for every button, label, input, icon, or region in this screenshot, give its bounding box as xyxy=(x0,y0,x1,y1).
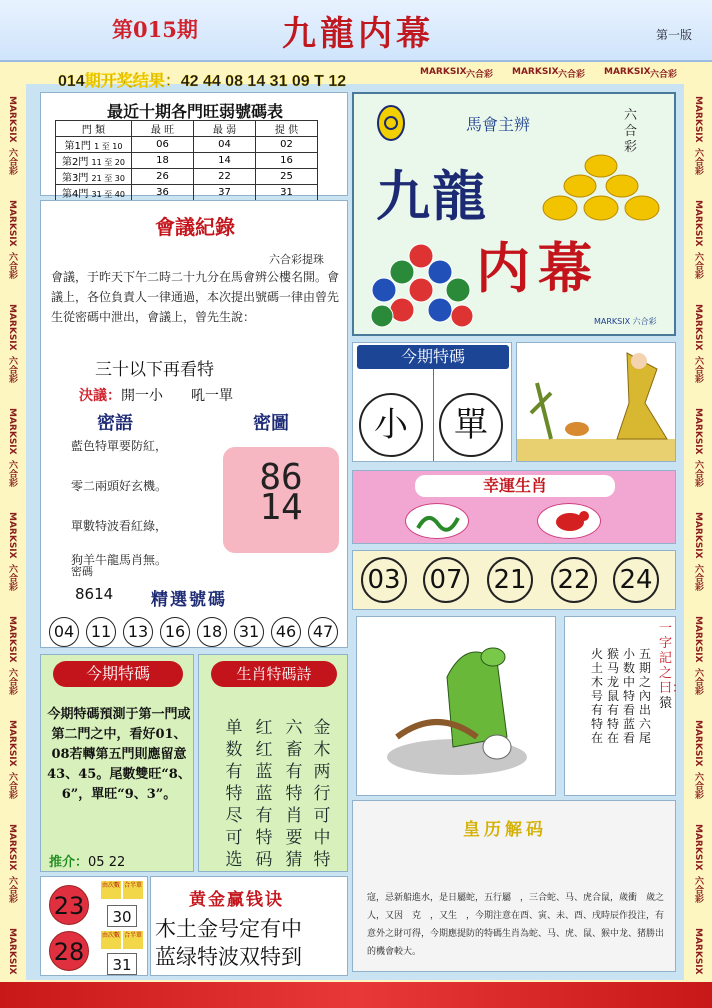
border-text: MARKSIX xyxy=(7,96,17,143)
table-cell: 25 xyxy=(256,169,318,185)
tag-label: 合半單 xyxy=(123,881,143,899)
picks-panel xyxy=(352,550,676,610)
number-ball: 47 xyxy=(308,617,338,647)
frog-scene-image xyxy=(357,617,555,795)
almanac-panel xyxy=(352,800,676,972)
recommendation-label: 推介： xyxy=(49,855,89,870)
border-text: MARKSIX xyxy=(693,720,703,767)
meeting-record-panel xyxy=(40,200,348,648)
border-text: MARKSIX xyxy=(7,512,17,559)
special-code-title: 今期特碼 xyxy=(357,345,509,369)
border-text: MARKSIX xyxy=(693,96,703,143)
hosted-by-label: 馬會主辨 xyxy=(466,115,531,134)
table-header-row xyxy=(56,121,318,137)
table-cell: 第1門 1 至 10 xyxy=(56,137,132,153)
border-text: 六合彩 xyxy=(466,70,494,80)
red-number-ball: 23 xyxy=(49,885,89,925)
snake-zodiac xyxy=(405,503,469,539)
golden-tips-panel xyxy=(150,876,348,976)
number-ball: 16 xyxy=(160,617,190,647)
border-text: 六合彩 xyxy=(7,564,17,591)
clue-column: 猴马龙鼠有特在 xyxy=(607,647,620,745)
monkey-icon xyxy=(538,504,602,540)
border-text: MARKSIX xyxy=(7,824,17,871)
clue-column: 五期之內出六尾 xyxy=(639,647,652,745)
number-ball: 04 xyxy=(49,617,79,647)
divider xyxy=(433,369,434,461)
border-text: MARKSIX xyxy=(693,512,703,559)
col-header: 最 旺 xyxy=(132,121,194,137)
special-prediction-panel xyxy=(40,654,194,872)
border-text: 六合彩 xyxy=(693,460,703,487)
recommendation-value: 05 22 xyxy=(88,855,126,870)
border-text: MARKSIX xyxy=(7,304,17,351)
table-cell: 31 xyxy=(256,185,318,201)
header-bar xyxy=(0,0,712,62)
lucky-zodiac-title: 幸運生肖 xyxy=(415,475,615,497)
top-border-pattern xyxy=(420,66,690,80)
table-cell: 06 xyxy=(132,137,194,153)
table-cell: 第4門 31 至 40 xyxy=(56,185,132,201)
border-text: 六合彩 xyxy=(650,70,678,80)
table-cell: 16 xyxy=(256,153,318,169)
table-cell: 37 xyxy=(194,185,256,201)
border-text: MARKSIX xyxy=(693,408,703,455)
border-text: 六合彩 xyxy=(7,356,17,383)
border-text: 六合彩 xyxy=(693,668,703,695)
gold-ingots-icon xyxy=(540,152,662,232)
col-header: 提 供 xyxy=(256,121,318,137)
special-prediction-body: 今期特碼預測于第一門或第二門之中，看好01、08若轉第五門則應留意43、45。尾數雙旺“8、6”，單旺“9、3”。 xyxy=(47,707,191,802)
bottom-band xyxy=(0,982,712,1008)
table-cell: 第2門 11 至 20 xyxy=(56,153,132,169)
recommendation xyxy=(49,851,125,870)
border-text: 六合彩 xyxy=(693,876,703,903)
table-cell: 36 xyxy=(132,185,194,201)
golden-tip-line: 木土金号定有中 xyxy=(155,917,302,941)
border-text: MARKSIX xyxy=(512,67,559,77)
brand-logo-panel xyxy=(352,92,676,336)
word-clue-answer: 猿 xyxy=(659,696,673,711)
clue-column: 小数中特看蓝看 xyxy=(623,647,636,745)
pick-ball: 21 xyxy=(487,557,533,603)
monkey-zodiac xyxy=(537,503,601,539)
brand-title: 九龍内幕 xyxy=(282,14,434,54)
border-text: 六合彩 xyxy=(7,460,17,487)
border-text: 六合彩 xyxy=(7,668,17,695)
special-prediction-title: 今期特碼 xyxy=(53,661,183,687)
meeting-title: 會議紀錄 xyxy=(155,215,235,239)
table-cell: 02 xyxy=(256,137,318,153)
border-text: 六合彩 xyxy=(693,772,703,799)
number-ball: 31 xyxy=(234,617,264,647)
table-row xyxy=(56,169,318,185)
previous-results: 014期开奖结果：42 44 08 14 31 09 T 12 xyxy=(58,73,347,90)
red-number-ball: 28 xyxy=(49,931,89,971)
hot-cold-table-panel xyxy=(40,92,348,200)
border-text: 六合彩 xyxy=(7,876,17,903)
emblem-icon xyxy=(376,104,406,142)
poem-column: 六畜有特肖要猜 xyxy=(285,718,303,870)
tag-label: 由次數 xyxy=(101,881,121,899)
word-clue-panel xyxy=(564,616,686,796)
pick-ball: 07 xyxy=(423,557,469,603)
word-clue-title: 一字記之曰：猿 xyxy=(659,621,686,711)
table-title: 最近十期各門旺弱號碼表 xyxy=(106,102,283,121)
table-cell: 22 xyxy=(194,169,256,185)
number-ball: 46 xyxy=(271,617,301,647)
tag-number: 30 xyxy=(107,905,137,927)
special-parity-ball: 單 xyxy=(439,393,503,457)
border-text: MARKSIX xyxy=(693,616,703,663)
lucky-zodiac-panel xyxy=(352,470,676,544)
border-text: 六合彩 xyxy=(693,148,703,175)
meeting-hint: 三十以下再看特 xyxy=(95,360,214,380)
poem-column: 单数有特尽可选 xyxy=(225,718,243,870)
border-text: MARKSIX xyxy=(604,67,651,77)
logo-title-part1: 九龍 xyxy=(376,164,488,228)
table-cell: 04 xyxy=(194,137,256,153)
almanac-title: 皇历解码 xyxy=(463,820,547,840)
border-text: MARKSIX xyxy=(7,408,17,455)
secret-words-heading: 密語 xyxy=(97,413,133,434)
right-border-pattern xyxy=(690,96,708,976)
special-size-ball: 小 xyxy=(359,393,423,457)
number-ball: 18 xyxy=(197,617,227,647)
table-cell: 26 xyxy=(132,169,194,185)
decision-label: 決議： xyxy=(79,388,121,404)
almanac-text: 寇，忌新船進水，是日屬蛇，五行屬 ，三合蛇、马、虎合鼠，歲衝 歲之人，又因 克 ，又生 ，今期注意在酉、寅、未、酉、戌時辰作投注，有意外之財可得，今期應提防的特碼生肖為蛇、马、虎、鼠、猴中龙、猪勝出的機會較大。 xyxy=(367,893,665,957)
issue-number: 第015期 xyxy=(112,17,198,42)
border-text: 六合彩 xyxy=(7,772,17,799)
mark-six-label: 六合彩 xyxy=(624,108,638,155)
logo-title-part2: 内幕 xyxy=(476,236,600,300)
border-text: 六合彩 xyxy=(693,356,703,383)
secret-picture-number: 86 14 xyxy=(259,457,303,528)
decision-line xyxy=(79,385,233,405)
pick-ball: 24 xyxy=(613,557,659,603)
tag-label: 由次數 xyxy=(101,931,121,949)
border-text: MARKSIX xyxy=(693,824,703,871)
tag-number: 31 xyxy=(107,953,137,975)
number-ball: 11 xyxy=(86,617,116,647)
clue-line: 狗羊牛龍馬肖無。 xyxy=(71,553,168,567)
golden-tips-title: 黄金赢钱诀 xyxy=(189,890,284,910)
poem-column: 金木两行可中特 xyxy=(313,718,331,870)
special-code-panel xyxy=(352,342,512,462)
number-pair-panel xyxy=(40,876,148,976)
poem-column: 红红蓝蓝有特码 xyxy=(255,718,273,870)
table-row xyxy=(56,153,318,169)
meeting-body: 會議，于昨天下午二時二十九分在馬會辨公樓名開。會議上，各位負責人一律通過，本次提出號碼一律由曾先生從密碼中泄出，會議上，曾先生說： xyxy=(51,270,340,324)
code-label: 密碼 xyxy=(71,565,93,578)
clue-line: 零二兩頭好玄機。 xyxy=(71,479,168,493)
clue-line: 單數特波看紅綠， xyxy=(71,519,168,533)
code-value: 8614 xyxy=(75,585,114,603)
zodiac-poem-title: 生肖特碼詩 xyxy=(211,661,337,687)
selected-numbers-label: 精選號碼 xyxy=(151,590,227,610)
tag-label: 合半單 xyxy=(123,931,143,949)
clue-line: 藍色特單要防紅， xyxy=(71,439,168,453)
scholar-illustration xyxy=(516,342,676,462)
snake-icon xyxy=(406,504,470,540)
border-text: MARKSIX xyxy=(693,928,703,975)
frog-illustration xyxy=(356,616,556,796)
border-text: 六合彩 xyxy=(693,252,703,279)
border-text: 六合彩 xyxy=(7,252,17,279)
scholar-scene-image xyxy=(517,343,675,461)
edition-label: 第一版 xyxy=(656,28,693,42)
decision-text: 開一小 吼一單 xyxy=(121,388,233,404)
secret-picture-box xyxy=(223,447,339,553)
border-text: 六合彩 xyxy=(693,564,703,591)
col-header: 最 弱 xyxy=(194,121,256,137)
golden-tip-line: 蓝绿特波双特到 xyxy=(155,945,302,969)
table-row xyxy=(56,137,318,153)
pick-ball: 03 xyxy=(361,557,407,603)
zodiac-poem-panel xyxy=(198,654,348,872)
border-text: 六合彩 xyxy=(7,148,17,175)
marksix-logo-text: MARKSIX 六合彩 xyxy=(594,317,657,326)
border-text: MARKSIX xyxy=(693,200,703,247)
border-text: MARKSIX xyxy=(7,200,17,247)
border-text: MARKSIX xyxy=(420,67,467,77)
table-cell: 14 xyxy=(194,153,256,169)
left-border-pattern xyxy=(4,96,22,976)
col-header: 門 類 xyxy=(56,121,132,137)
pick-ball: 22 xyxy=(551,557,597,603)
number-ball: 13 xyxy=(123,617,153,647)
table-cell: 18 xyxy=(132,153,194,169)
border-text: MARKSIX xyxy=(7,720,17,767)
meeting-source: 六合彩提珠 xyxy=(269,253,324,266)
clue-column: 火土木号有特在 xyxy=(591,647,604,745)
lottery-balls-icon xyxy=(368,240,474,330)
table-row xyxy=(56,185,318,201)
table-cell: 第3門 21 至 30 xyxy=(56,169,132,185)
border-text: 六合彩 xyxy=(558,70,586,80)
border-text: MARKSIX xyxy=(693,304,703,351)
secret-picture-heading: 密圖 xyxy=(253,413,289,434)
border-text: MARKSIX xyxy=(7,616,17,663)
border-text: MARKSIX xyxy=(7,928,17,975)
